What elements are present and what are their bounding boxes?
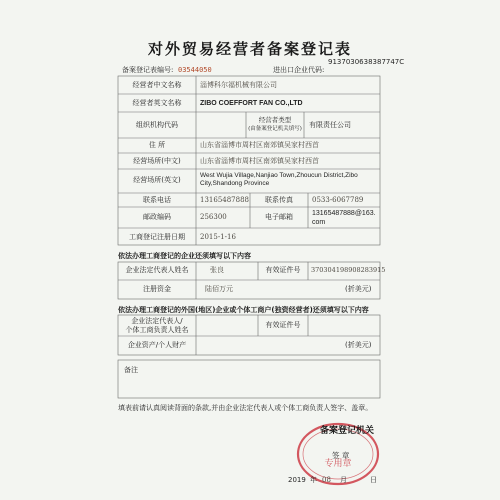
site-en-value: West Wujia Village,Nanjiao Town,Zhoucun District,Zibo City,Shandong Province [200,172,358,187]
site-cn-value: 山东省淄博市周村区南郊镇吴家村西首 [200,157,319,165]
name-cn-label: 经营者中文名称 [132,81,182,89]
date-year: 2019 [288,476,306,484]
name-en-value: ZIBO COEFFORT FAN CO.,LTD [200,100,303,107]
zip-value: 256300 [200,213,227,221]
ic-date-label: 工商登记注册日期 [129,233,185,241]
section2-heading: 依法办理工商登记的外国(地区)企业或个体工商户(独资经营者)还须填写以下内容 [118,306,369,314]
section1-heading: 依法办理工商登记的企业还须填写以下内容 [118,252,251,260]
ic-date-value: 2015-1-16 [200,233,236,241]
name-cn-value: 淄博科尔福机械有限公司 [200,81,277,89]
registration-number-value: 03544050 [178,66,212,74]
foreign-id-label: 有效证件号 [265,321,301,329]
phone-value: 13165487888 [200,196,249,204]
footer-note: 填表前请认真阅读背面的条款,并由企业法定代表人或个体工商负责人签字、盖章。 [118,404,373,412]
name-en-label: 经营者英文名称 [132,99,182,107]
zip-label: 邮政编码 [143,213,171,221]
legal-rep-value: 张良 [210,266,224,274]
seal-text: 专用章 [324,459,352,469]
sign-seal-label: 签 章 [332,451,350,460]
email-value: 13165487888@163.com [312,210,376,226]
site-cn-label: 经营场所(中文) [133,157,181,165]
fax-value: 0533-6067789 [312,196,364,204]
enterprise-code-value: 9137030638387747C [328,58,405,66]
filing-authority-label: 备案登记机关 [320,426,375,436]
phone-label: 联系电话 [143,196,171,204]
id-number-label: 有效证件号 [265,266,301,274]
capital-value: 陆佰万元 [205,285,233,293]
org-code-label: 组织机构代码 [136,121,178,129]
address-label: 住 所 [148,141,166,149]
capital-label: 注册资金 [143,285,171,293]
operator-type-note: (由备案登记机关填写) [248,126,302,132]
assets-label: 企业资产/个人财产 [127,341,187,349]
assets-currency-note: (折美元) [345,341,372,349]
operator-type-value: 有限责任公司 [309,121,351,129]
id-number-value: 370304198908283915 [311,266,386,274]
form-title: 对外贸易经营者备案登记表 [147,40,352,58]
email-label: 电子邮箱 [265,213,293,221]
capital-currency-note: (折美元) [345,285,372,293]
address-value: 山东省淄博市周村区南郊镇吴家村西首 [200,141,319,149]
date-month-suffix: 月 [340,476,347,484]
legal-rep-label: 企业法定代表人姓名 [125,266,189,274]
fax-label: 联系传真 [265,196,293,204]
date-month: 08 [322,476,331,484]
date-day-suffix: 日 [370,476,377,484]
site-en-label: 经营场所(英文) [133,176,181,184]
enterprise-code-label: 进出口企业代码: [273,66,325,74]
registration-number-label: 备案登记表编号: [122,66,174,74]
date-year-suffix: 年 [310,476,317,484]
foreign-rep-label-line1: 企业法定代表人/ [131,317,183,325]
foreign-rep-label-line2: 个体工商负责人姓名 [125,326,189,334]
operator-type-label: 经营者类型 [258,116,292,124]
remarks-label: 备注 [124,366,138,374]
